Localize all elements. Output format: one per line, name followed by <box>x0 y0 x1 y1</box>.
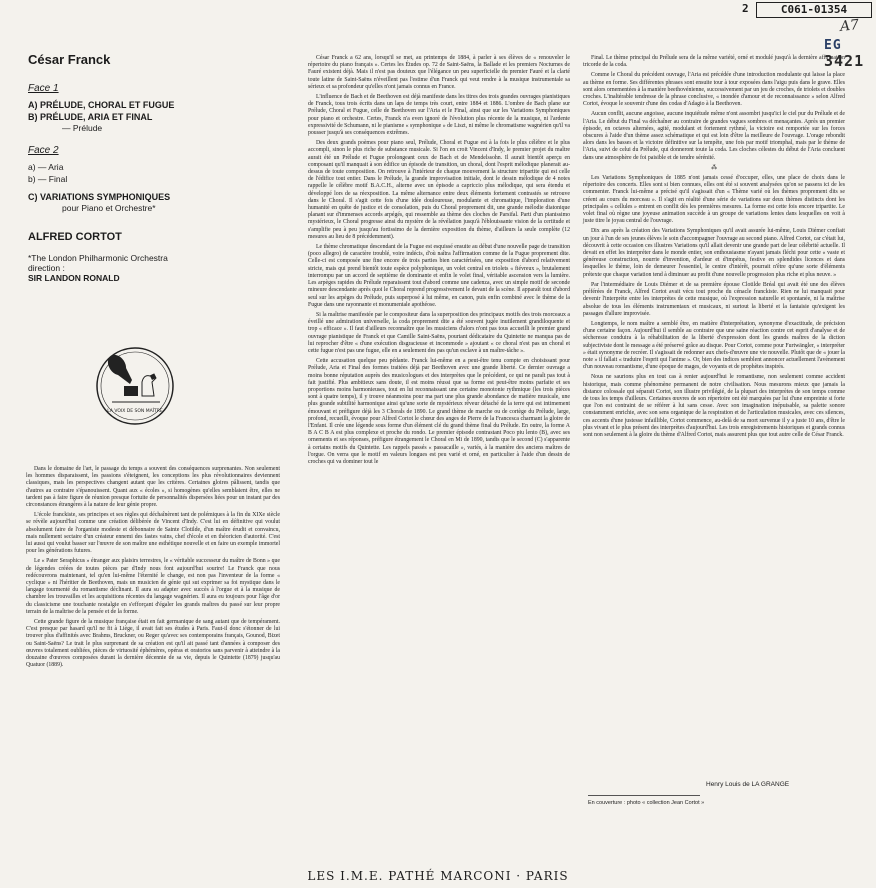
photo-credit: En couverture : photo « collection Jean Cortot » <box>588 800 705 806</box>
liner-notes-column-2 <box>308 55 570 469</box>
composer-name: César Franck <box>28 52 111 67</box>
orchestra-name: *The London Philharmonic Orchestra <box>28 253 168 263</box>
conductor-name: SIR LANDON RONALD <box>28 273 120 283</box>
liner-paragraph: Le « Pater Seraphicus » étranger aux plaisirs terrestres, le « véritable successeur du maître de Bonn » que de légendes créées de toutes pièces par d'Indy nous font aujourd'hui sourire! Le Franck que nous redécouvrons maintenant, tel qu'en lui-même l'éternité le change, est non pas l'inventeur de la forme « cyclique » ni l'héritier de Beethoven, mais un musicien de génie qui sut exprimer sa foi mystique dans le langage tourmenté du romantisme déclinant. Il aura su adapter avec succès à l'orgue et à la musique de chambre les trouvailles et les acquisitions récentes du langage wagnérien. Il aura eu toujours pour l'âge d'or du classicisme une touchante nostalgie en s'efforçant d'égaler les grands maîtres du passé sur leur propre terrain de la maîtrise de la pensée et de la forme. <box>26 558 280 615</box>
liner-paragraph: Les Variations Symphoniques de 1885 n'ont jamais cessé d'occuper, elles, une place de choix dans le répertoire des concerts. Elles sont si bien connues, elles ont été si souvent analysées qu'on se passera ici de les commenter. Franck lui-même a précisé qu'il s'agissait d'un « Thème varié où les thèmes proprement dits se créent au cours du morceau ». Il s'agit en réalité d'une série de variations sur deux thèmes distincts dont les principales « cellules » entrent en conflit dès les premières mesures. La forme est cette fois encore tripartite. Le volet final où règne une joyeuse animation succède à un groupe de variations lentes dans lesquelles on voit à juste titre le joyau central de l'ouvrage. <box>583 175 845 225</box>
liner-paragraph: Comme le Choral du précédent ouvrage, l'Aria est précédée d'une introduction modulante qui laisse la place au thème en forme. Ses différentes phrases sont ensuite tour à tour exposées dans l'aigu puis dans le grave. Elles sont alors ornementées à la manière beethovénienne, successivement par un jeu de croches, de triolets et doubles croches. L'inaltérable tendresse de la phrase conclusive, « inondée d'amour et de reconnaissance » selon Alfred Cortot, évoque le souvenir d'une des codas d'Adagio à la Beethoven. <box>583 72 845 108</box>
stamp-number: 3421 <box>824 52 865 70</box>
liner-paragraph: Dix ans après la création des Variations Symphoniques qu'il avait assurée lui-même, Louis Diémer confiait un jour à l'un de ses jeunes élèves le soin d'accompagner l'ouvrage au second piano. Alfred Cortot, car c'était lui, découvrit à cette occasion ces illustres Variations qu'il allait devenir une grande part de leur célébrité actuelle. Il devait en effet les interpréter dans le monde entier, son enthousiasme n'ayant jamais fléchi pour cette « vaste et généreuse construction, nourrie d'invention, d'ardeur et d'impétus, festive en splendides licences et dans lesquelles le thème, loin de demeurer l'essentiel, le centre d'intérêt, pourrait n'être qu'une sorte d'éléments prétexte que chaque variation tend à diminuer au profit d'une nouvelle progression plus riche et plus neuve. » <box>583 228 845 278</box>
liner-paragraph: Dans le domaine de l'art, le passage du temps a souvent des conséquences surprenantes. Non seulement les hommes disparaissent, les passions s'éteignent, les conceptions les plus révolutionnaires deviennent classiques, mais les perspectives changent autant que les critères. Certaines gloires pâlissent, tandis que d'autres au contraire s'épanouissent. Quant aux « écoles », si homogènes qu'elles semblaient être, elles ne tardent pas à faire figure de réunion presque fortuite de personnalités dispersées liées pour un instant par des circonstances étrangères à la nature de leur génie propre. <box>26 466 280 509</box>
face-2-label: Face 2 <box>28 145 59 156</box>
handwritten-note: A7 <box>839 17 860 35</box>
credit-divider <box>588 795 700 796</box>
catalog-prefix: 2 <box>742 2 749 15</box>
catalog-number: C061-01354 <box>756 2 872 18</box>
liner-notes-column-3 <box>583 55 845 442</box>
section-separator: ⁂ <box>711 164 717 171</box>
logo-text: LA VOIX DE SON MAÎTRE <box>107 409 163 414</box>
liner-paragraph: Nous ne saurions plus en tout cas à renier aujourd'hui le romantisme, non seulement comme accident historique, mais comme phénomène permanent de notre civilisation. Nous mesurons mieux que jamais la distance colossale qui séparait Cortot, son illustre privilégié, de la plupart des interprètes de son temps comme de tous les temps d'ailleurs. Certaines œuvres de son répertoire ont été marquées par lui d'une empreinte si forte que l'on est contraint de se référer à lui sans cesse. Avec son imagination inépuisable, sa palette sonore constamment enrichie, avec son sens organique de la respiration et de l'articulation musicales, avec ces silences, ces accents d'une justesse infaillible, Cortot commence, au-delà de sa mort survenue il y a juste 10 ans, d'être le plus vivant et le plus présent des interprètes d'aujourd'hui. Les trois enregistrements historiques et grands connus sont non seulement à la gloire du thème d'Alfred Cortot, mais assurent plus que tout autre celle de César Franck. <box>583 374 845 438</box>
track-b: B) PRÉLUDE, ARIA ET FINAL <box>28 112 153 122</box>
direction-label: direction : <box>28 263 65 273</box>
liner-paragraph: Si la maîtrise manifestée par le compositeur dans la superposition des principaux motifs des trois morceaux a éveillé une admiration universelle, la coda proprement dite a été souvent jugée inutilement grandiloquente et trop « efficace ». Il faut d'ailleurs reconnaître que les musiciens d'alors n'ont pas tous accueilli le premier grand ouvrage pianistique de Franck et que Camille Saint-Saëns, pourtant dédicataire du Quintette ne manqua pas de lui reprocher d'être « d'une exécution disgracieuse et incommode » ajoutant « ce choral n'est pas un choral et cette fugue n'est pas une fugue, elle en a seulement des pas qu'un esclave à un maître-tâche ». <box>308 311 570 354</box>
his-masters-voice-logo <box>92 344 178 454</box>
publisher-footer: LES I.M.E. PATHÉ MARCONI · PARIS <box>307 869 569 883</box>
track-2a: a) — Aria <box>28 162 64 172</box>
gramophone-dog-icon <box>92 344 178 454</box>
author-signature: Henry Louis de LA GRANGE <box>706 781 790 788</box>
liner-paragraph: Aucun conflit, aucune angoisse, aucune inquiétude même n'ont assombri jusqu'ici le ciel pur du Prélude et de l'Aria. Le début du Final va déchaîner au contraire de grandes vagues sombres et menaçantes. Après un premier épisode, en octaves alternées, agité, modulant et fortement rythmé, la victoire est remportée sur les forces obscures à l'aide d'un thème assez schématique et qui est loin d'être la meilleure de l'ouvrage. L'orage rebondit alors dans les basses et la victoire définitive sur la tempête, une fois par motif triomphal, mais par le thème de l'Aria, suivi de celui du Prélude, qui donneront toute la coda. Les cloches célestes du début de l'Aria concluent dans une atmosphère de foi paisible et de tendre sérénité. <box>583 111 845 161</box>
liner-paragraph: L'influence de Bach et de Beethoven est déjà manifeste dans les titres des trois grandes ouvrages pianistiques de Franck, tous trois écrits dans un laps de temps très court, entre 1884 et 1886. L'ombre de Bach plane sur Prélude, Choral et Fugue, celle de Beethoven sur l'Aria et le Final, ainsi que sur les Variations Symphoniques pour piano et orchestre. Certes, Franck n'a even ignoré de l'évolution plus récente de la musique, ni l'ardente expressivité de Schumann, ni le pianisme « symphonique » de Liszt, ni même le chromatisme wagnérien qu'il va pousser jusqu'à ses conséquences extrêmes. <box>308 94 570 137</box>
liner-paragraph: Le thème chromatique descendant de la Fugue est esquissé ensuite au début d'une nouvelle page de transition (poco allegro) de caractère troublé, voire indécis, d'où naîtra l'affirmation comme de la Fugue proprement dite. Celle-ci est composée une fine encore de trois parties bien caractérisées, une exposition d'abord relativement stricte, mais qui prend bientôt toute espèce polyphonique, un volet central en triolets « fiévreux », brutalement interrompu par un accord de septième de dominante et enfin le volet final, véritable ascension vers la lumière. Les arpèges rapides du Prélude reparaissent tout d'abord comme une cadenza, avec un simple motif de seconde mineure descendante après quoi le Choral reprend progressivement le devant de la scène. Il apparaît tout d'abord seul sur les arpèges du Prélude, puis superposé à lui même, en canon, puis enfin combiné avec le thème de la Fugue dans une rayonnante et monumentale apothéose. <box>308 244 570 308</box>
liner-paragraph: Cette grande figure de la musique française était en fait germanique de sang autant que de tempérament. C'est presque par hasard qu'il ne fit à Liège, il avait fait ses études à Paris. Faut-il donc s'étonner de lui trouver plus d'affinités avec Brahms, Bruckner, ou Reger qu'avec ses contemporains français, Gounod, Bizet ou Saint-Saëns? Le trait le plus surprenant de sa création est qu'il ait passé tant d'années à composer des œuvres totalement oubliées, pièces de virtuosité éphémères, opéras et oratorios sans parvenir à atteindre à la douzaine d'œuvres composées durant la dernière décennie de sa vie, depuis le Quintette (1879) jusqu'au Quatuor (1889). <box>26 619 280 669</box>
liner-paragraph: César Franck a 62 ans, lorsqu'il se met, au printemps de 1884, à parler à ses élèves de « renouveler le répertoire du piano français ». Certes les Études op. 72 de Saint-Saëns, la Ballade et les premiers Nocturnes de Fauré existent déjà. Mais il n'est pas douteux que l'élégance un peu superficielle du premier Fauré et la clarté toute latine de Saint-Saëns n'éveillent pas l'estime d'un Franck qui veut rendre à la musique instrumentale sa sérieux et sa profondeur qu'elles n'ont jamais connus en France. <box>308 55 570 90</box>
face-1-label: Face 1 <box>28 83 59 94</box>
track-a: A) PRÉLUDE, CHORAL ET FUGUE <box>28 100 175 110</box>
liner-paragraph: L'école franckiste, ses principes et ses règles qui déchaînèrent tant de polémiques à la fin du XIXe siècle se révèle aujourd'hui comme une création délibérée de Vincent d'Indy. C'est lui en définitive qui voulut absolument faire de l'organiste modeste et débonnaire de Sainte Clotilde, d'un maître érudit et convaincu, mais nullement sectaire d'un créateur ennemi des fastes vains, chef d'école et en théoricien d'autorité. C'est lui aussi qui voulut basser sur l'œuvre de son maître une esthétique nouvelle et en faire un exemple immortel pour les générations futures. <box>26 512 280 555</box>
artist-name: ALFRED CORTOT <box>28 231 122 243</box>
track-c-sub: pour Piano et Orchestre* <box>62 203 156 213</box>
liner-paragraph: Par l'intermédiaire de Louis Diémer et de sa première épouse Clotilde Bréal qui avait été une des élèves préférées de Franck, Alfred Cortot avait vécu tout proche du cénacle franckiste. Rien ne lui manquait pour devenir l'interprète entre les interprètes de cette musique, où l'expression naturelle et spontanée, ni la maîtrise absolue de tous les éléments instrumentaux et musicaux, ni surtout la liberté et la fantaisie qu'exigent les passages d'allure improvisée. <box>583 281 845 317</box>
liner-paragraph: Cette accusation quelque peu pédante. Franck lui-même en a peut-être tenu compte en choisissant pour Prélude, Aria et Final des formes traitées déjà par Beethoven avec une grande liberté. Ce dernier ouvrage a moins bonne réputation auprès des musicologues et des interprètes que le précédent, ce qui ne paraît pas tout à fait justifié. Plus ambitieux sans doute, il est moins réussi que sa forme est peut-être moins parfaite et ses proportions moins harmonieuses, tout en lui reconnaissant une certaine monotonie rythmique (les trois pièces sont à quatre temps), il y trouve néanmoins pour ma part une plus grande abondance de matière musicale, une plus grande subtilité harmonique ainsi qu'une sorte de mystérieux rêveur détaché de la terre qui est intimement émouvant et préfigure déjà les 3 Chorals de 1890. Le grand thème de marche ou de cortège du Prélude, large, profond, recueilli, évoque pour Alfred Cortot le chœur des anges de Pierre de la Francesca charmant la gloire de l'Enfant. Il crée une légende sous forme d'un élément clé du grand thème final du Prélude. En outre, la forme A B A C B A est plus complexe et proche du rondo. Le premier épisode contrastant Poco piu lento (B), avec ses ornements et ses réponses, préfigure étrangement le Choral en Mi de 1890, tandis que le second (C) s'apparente à certains motifs du Quintette. Les rappels passés « passacaille », variés, à la manière des anciens maîtres de l'orgue. On verra que le motif en valeurs longues est peu varié et orné, en particulier à l'aide d'un dessin de croches qui va dominer tout le <box>308 358 570 465</box>
track-c: C) VARIATIONS SYMPHONIQUES <box>28 192 171 202</box>
liner-notes-column-1 <box>26 466 280 672</box>
track-b-sub: — Prélude <box>62 123 103 133</box>
liner-paragraph: Final. Le thème principal du Prélude sera de la même variété, orné et modulé jusqu'à la dernière affirmation tricorde de la coda. <box>583 55 845 69</box>
liner-paragraph: Longtemps, le nom maître a semblé être, en matière d'interprétation, synonyme d'exactitude, de précision d'une certaine façon. Aujourd'hui il semble au contraire que une saine réaction contre cet esprit d'analyse et de sécheresse conduira à la réhabilitation de la liberté d'expression dont les grands maîtres de la diction subjectiviste dont le message a été préservé grâce au disque. Pour Cortot, comme pour Furtwängler, « interpréter » était synonyme de recréer. Il s'agissait de redonner aux chefs-d'œuvre une vie nouvelle. Plutôt que de « jouer la note » il fallait « traduire l'esprit qui l'anime ». Or, bien des indices semblent annoncer actuellement l'avènement d'un nouveau romantisme, d'une époque de mages, de voyants et de prophètes inspirés. <box>583 320 845 371</box>
track-2b: b) — Final <box>28 174 68 184</box>
liner-paragraph: Des deux grands poèmes pour piano seul, Prélude, Choral et Fugue est à la fois le plus célèbre et le plus accompli, sinon le plus riche de substance musicale. Si l'on en croit Vincent d'Indy, le premier projet du maître aurait été un Prélude et Fugue prolongeant ceux de Bach et de Mendelssohn. Il aurait bientôt aperçu en composant qu'il manquait à son édifice un épisode de transition, un choral, dont l'esprit mélodique planerait au-dessus de toute composition. On retrouve à l'intérieur de chaque mouvement la structure tripartite qui est celle de l'édifice tout entier. Dans le Prélude, la grande improvisation initiale, dont le dessin mélodique de 4 notes rappelle le célèbre motif B.A.C.H., alterne avec un épisode a capriccio plus mélodique, qui sera étendu et développé lors de sa réexposition. La même alternance entre deux éléments fortement contrastés se retrouve dans le Choral. Il s'agit cette fois d'une idée douloureuse, modulante et chromatique, l'imploration d'une humanité en quête de justice et de consolation, puis du Choral proprement dit, une grande mélodie diatonique planant sur d'immenses accords arpégés, qui ressemble au thème des cloches de Parsifal. Parti d'un pianissimo mystérieux, le Choral progresse ainsi du mystère de la révélation jusqu'à l'éblouissante vision de la certitude et s'amplifie peu à peu jusqu'au fortissimo de la dernière exposition du thème, d'ailleurs la seule complète (12 mesures au lieu de 8 précédemment). <box>308 140 570 240</box>
track-listing <box>28 52 278 283</box>
stamp-code: EG <box>824 38 842 53</box>
